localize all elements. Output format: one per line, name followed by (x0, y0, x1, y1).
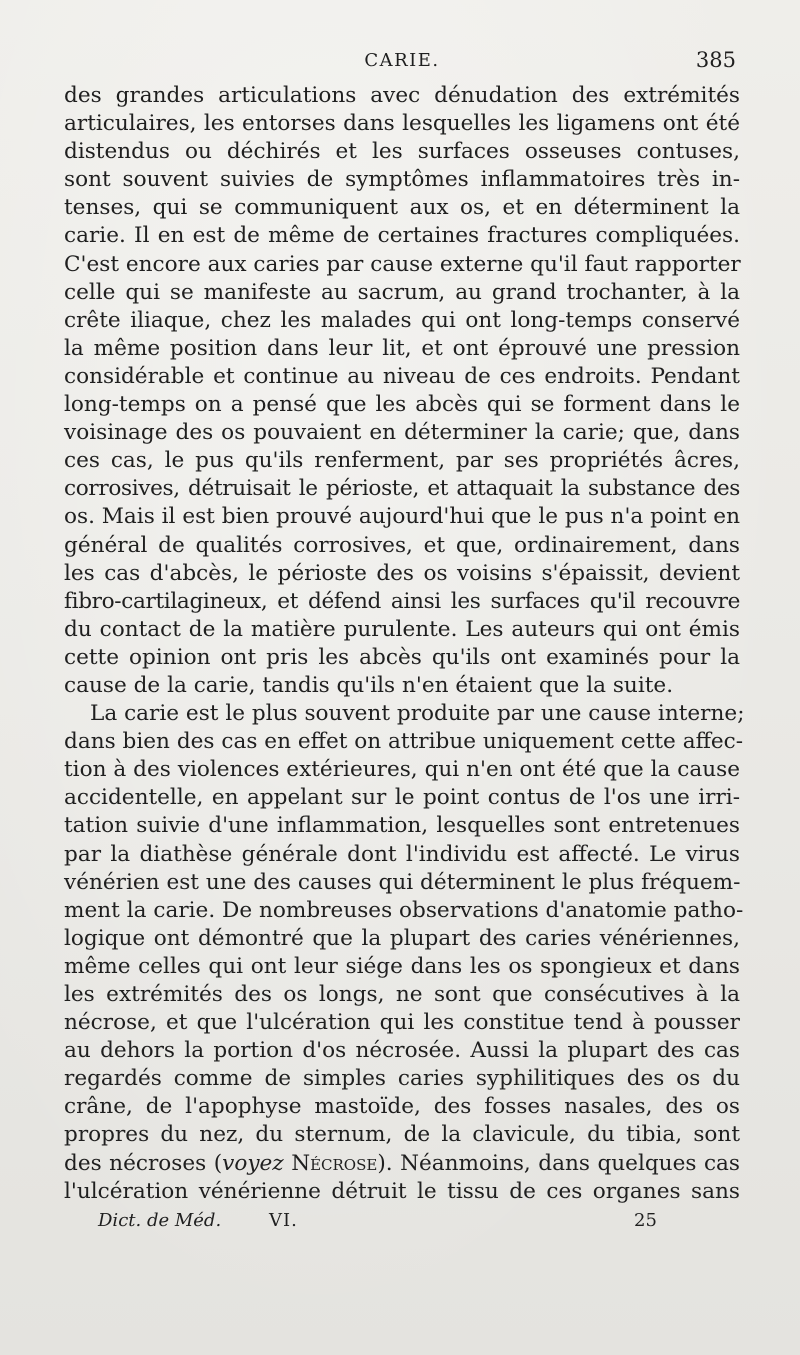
text-line: considérable et continue au niveau de ces endroits. Pendant (64, 363, 740, 389)
page-header (64, 50, 740, 80)
text-line: les cas d'abcès, le périoste des os voisins s'épaissit, devient (64, 560, 740, 586)
text-line: vénérien est une des causes qui déterminent le plus fréquem- (64, 869, 741, 895)
paragraph-start-line: La carie est le plus souvent produite par une cause interne; (90, 701, 745, 727)
text-line: tenses, qui se communiquent aux os, et en déterminent la (64, 195, 740, 221)
text-line: dans bien des cas en effet on attribue uniquement cette affec- (64, 729, 744, 755)
text-line: l'ulcération vénérienne détruit le tissu de ces organes sans (64, 1178, 740, 1204)
text-line: au dehors la portion d'os nécrosée. Aussi la plupart des cas (64, 1038, 740, 1064)
volume-number: VI. (269, 1210, 298, 1231)
text-line: même celles qui ont leur siége dans les os spongieux et dans (64, 953, 740, 979)
line-segment: ). Néanmoins, dans quelques cas (377, 1150, 740, 1176)
text-line: la même position dans leur lit, et ont éprouvé une pression (64, 335, 740, 361)
text-line: général de qualités corrosives, et que, ordinairement, dans (64, 532, 740, 558)
cross-reference-necrose: Nécrose (291, 1150, 378, 1176)
text-line: os. Mais il est bien prouvé aujourd'hui que le pus n'a point en (64, 504, 740, 530)
text-line: par la diathèse générale dont l'individu est affecté. Le virus (64, 841, 740, 867)
text-line: logique ont démontré que la plupart des caries vénériennes, (64, 925, 740, 951)
text-line: corrosives, détruisait le périoste, et attaquait la substance des (64, 476, 740, 502)
text-line: carie. Il en est de même de certaines fractures compliquées. (64, 223, 740, 249)
text-line: tation suivie d'une inflammation, lesquelles sont entretenues (64, 813, 740, 839)
body-text (64, 82, 745, 1206)
voyez-italic: voyez (222, 1150, 284, 1176)
running-title: CARIE. (364, 50, 440, 71)
paragraph-end-line: cause de la carie, tandis qu'ils n'en étaient que la suite. (64, 672, 674, 698)
text-line: propres du nez, du sternum, de la clavicule, du tibia, sont (64, 1122, 740, 1148)
text-line: ment la carie. De nombreuses observations d'anatomie patho- (64, 897, 744, 923)
text-line: cette opinion ont pris les abcès qu'ils ont examinés pour la (64, 644, 740, 670)
text-line: distendus ou déchirés et les surfaces osseuses contuses, (64, 139, 740, 165)
text-line: C'est encore aux caries par cause externe qu'il faut rapporter (64, 251, 741, 277)
text-line: du contact de la matière purulente. Les auteurs qui ont émis (64, 616, 740, 642)
text-line-with-reference (64, 1150, 740, 1178)
text-line: crête iliaque, chez les malades qui ont long-temps conservé (64, 307, 740, 333)
text-line: des grandes articulations avec dénudation des extrémités (64, 83, 740, 108)
text-line: crâne, de l'apophyse mastoïde, des fosses nasales, des os (64, 1094, 740, 1120)
text-line: ces cas, le pus qu'ils renferment, par ses propriétés âcres, (64, 448, 740, 474)
line-segment: des nécroses ( (64, 1150, 223, 1176)
text-line: les extrémités des os longs, ne sont que consécutives à la (64, 982, 740, 1007)
text-line: voisinage des os pouvaient en déterminer la carie; que, dans (64, 420, 740, 446)
page-number: 385 (695, 48, 736, 72)
text-line: celle qui se manifeste au sacrum, au grand trochanter, à la (64, 279, 740, 305)
text-line: fibro-cartilagineux, et défend ainsi les surfaces qu'il recouvre (64, 588, 740, 614)
signature-number: 25 (634, 1210, 657, 1231)
text-line: long-temps on a pensé que les abcès qui se forment dans le (64, 392, 740, 418)
signature-title: Dict. de Méd. (98, 1210, 222, 1231)
text-line: nécrose, et que l'ulcération qui les constitue tend à pousser (64, 1010, 740, 1036)
text-line: regardés comme de simples caries syphilitiques des os du (64, 1066, 740, 1092)
text-line: articulaires, les entorses dans lesquelles les ligamens ont été (64, 111, 740, 137)
text-line: accidentelle, en appelant sur le point contus de l'os une irri- (64, 785, 740, 811)
text-line: tion à des violences extérieures, qui n'en ont été que la cause (64, 757, 740, 783)
text-line: sont souvent suivies de symptômes inflammatoires très in- (64, 167, 740, 193)
page-footer (64, 1210, 740, 1240)
